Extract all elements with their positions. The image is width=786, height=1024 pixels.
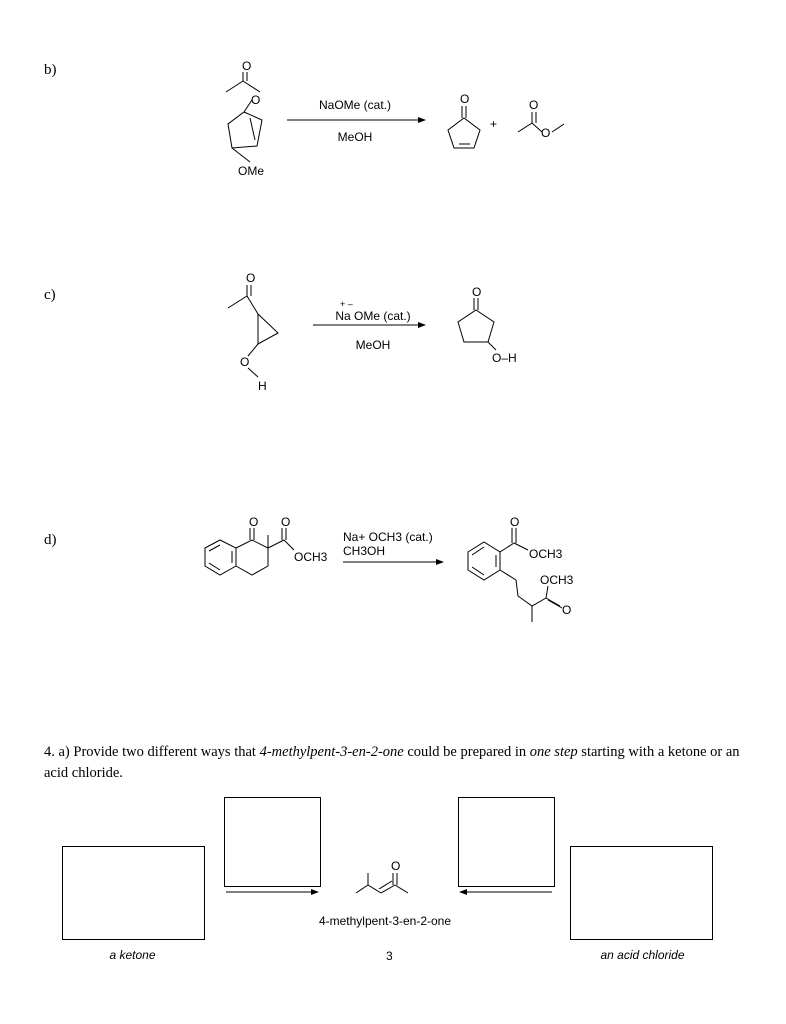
question-4-lead: 4. a) Provide two different ways that [44, 744, 260, 760]
reaction-b-solvent: MeOH [337, 130, 373, 144]
target-compound-o: O [391, 859, 401, 873]
reaction-c-product-oh: O–H [492, 351, 517, 365]
reaction-d-starting-material [205, 528, 294, 575]
reaction-d-product-o2: O [562, 603, 572, 617]
reaction-c-starting-material [228, 285, 278, 377]
question-4-mid: could be prepared in [403, 744, 530, 760]
reaction-b-plus: + [490, 117, 498, 131]
reaction-b-acetate-o2: O [541, 126, 551, 140]
reaction-d-reagent: Na+ OCH3 (cat.) [343, 530, 433, 544]
question-4-one-step: one step [529, 744, 578, 760]
target-compound-label: 4-methylpent-3-en-2-one [318, 914, 452, 928]
reaction-d-product-o: O [510, 515, 520, 529]
page-number: 3 [386, 949, 393, 963]
reaction-b-product-cyclopentenone [448, 106, 480, 148]
question-4-compound: 4-methylpent-3-en-2-one [259, 744, 404, 760]
reaction-c-reagent: Na OMe (cat.) [335, 309, 411, 323]
reaction-c-product-o: O [472, 285, 482, 299]
reaction-b-ome-label: OMe [238, 164, 265, 178]
reaction-b-product-o: O [460, 92, 470, 106]
reaction-b-acetate-o1: O [529, 98, 539, 112]
reaction-d-product-och3-b: OCH3 [540, 573, 574, 587]
problem-d-label: d) [44, 532, 57, 548]
reaction-b-starting-material [226, 72, 262, 162]
reaction-c-product [458, 298, 496, 350]
reaction-c-carbonyl-o: O [246, 271, 256, 285]
reaction-c-hydroxyl-o: O [240, 355, 250, 369]
problem-b-label: b) [44, 62, 57, 78]
ketone-caption: a ketone [109, 948, 156, 962]
reaction-d-ketone-o: O [249, 515, 259, 529]
problem-c-label: c) [44, 287, 56, 303]
reaction-c-solvent: MeOH [355, 338, 391, 352]
question-4-tail: starting with a ketone or an acid chloride. [44, 744, 740, 781]
reaction-c-h-label: H [258, 379, 267, 393]
reaction-d-ester-o: O [281, 515, 291, 529]
reaction-b-ester-o: O [251, 93, 261, 107]
reaction-b-reagent: NaOMe (cat.) [318, 98, 391, 112]
reaction-d-solvent: CH3OH [343, 544, 386, 558]
acid-chloride-caption: an acid chloride [600, 948, 685, 962]
reaction-b-carbonyl-o: O [242, 59, 252, 73]
reaction-d-product-och3-a: OCH3 [529, 547, 563, 561]
reaction-c-charges: + – [340, 299, 353, 309]
target-compound-structure [356, 873, 408, 893]
reaction-d-start-och3: OCH3 [294, 550, 328, 564]
